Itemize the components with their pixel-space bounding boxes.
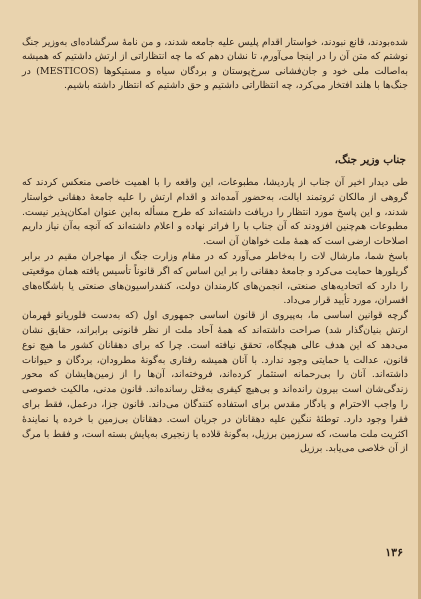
- paragraph-2: طی دیدار اخیر آن جناب از پاردیشا، مطبوعات، این واقعه را با اهمیت خاصی منعکس کردند که گروهی از مالکان ثروتمند ایالت، به‌حضور آمده‌اند و اقدام ارتش را علیه جامعهٔ دهقانی خواستار شدند، و این پاسخ مورد انتظار را دریافت داشته‌اند که طرح مسأله به‌این عنوان امکان‌پذیر نیست. مطبوعات هم‌چنین افزودند که آن جناب با را فراتر نهاده و اعلام داشته‌اند که آنچه به‌آن نیاز داریم اصلاحات ارضی است که همهٔ ملت خواهان آن است.: [22, 177, 408, 248]
- letter-salutation: جناب وزیر جنگ،: [334, 154, 406, 166]
- paragraph-open: [22, 36, 408, 94]
- paragraph-4: گرچه قوانین اساسی ما، به‌پیروی از قانون اساسی جمهوری اول (که به‌دست فلوریانو قهرمان ارتش بنیان‌گذار شد) صراحت داشته‌اند که همهٔ آحاد ملت از نظر قانونی برابراند، حقایق نشان می‌دهد که این هدف عالی هیچگاه، تحقق نیافته است. چرا که برای دهقانان کشور ما هیچ نوع قانون، عدالت یا حمایتی وجود ندارد. با آنان همیشه رفتاری به‌گونهٔ مطرودان، بردگان و حیوانات داشته‌اند. آنان را بی‌رحمانه استثمار کرده‌اند، فروخته‌اند، آن‌ها را از زمین‌هایشان که محور زندگی‌شان است بیرون رانده‌اند و بی‌هیچ کیفری به‌قتل رسانده‌اند. قانون مدنی، مالکیت خصوصی را واجب الاحترام و یادگار مقدس برای استفاده کنندگان می‌داند. قانون جزا، درعمل، فقط برای فقرا وجود دارد. توطئهٔ ننگین علیه دهقانان در جریان است. دهقانان بی‌زمین با خرده پا نمایندهٔ اکثریت ملت ماست، که سرزمین برزیل، به‌گونهٔ قلاده یا زنجیری به‌پایش بسته است، و فقط با مرگ از آن خلاصی می‌یابد. برزیل: [22, 310, 408, 455]
- paragraph-3: باسخ شما، مارشال لات را به‌خاطر می‌آورد که در مقام وزارت جنگ از مهاجران مقیم در برابر گریلورها حمایت می‌کرد و جامعهٔ دهقانی را بر این اساس که اگر قانوناً تأسیس یافته همان موقعیتی را دارد که اتحادیه‌های صنعتی، انجمن‌های کارمندان دولت، کنفدراسیون‌های صنعتی یا باشگاه‌های افسران، مورد تأیید قرار می‌داد.: [22, 250, 408, 307]
- paragraph-1: شده‌بودند، قانع نبودند، خواستار اقدام پلیس علیه جامعه شدند، و من نامهٔ سرگشاده‌ای به‌وزیر جنگ نوشتم که متن آن را در اینجا می‌آورم، تا نشان دهم که ما چه انتظاراتی از ارتش داشتیم که همیشه به‌اصالت ملی خود و جان‌فشانی سرخ‌پوستان و بردگان سیاه و مستیکوها (MESTICOS) در جنگ‌ها با هلند افتخار می‌کرد، چه انتظاراتی داشتیم و حق داشتیم که انتظار داشته باشیم.: [22, 37, 409, 92]
- letter-body: [22, 176, 408, 457]
- page-number: ۱۳۶: [385, 546, 403, 559]
